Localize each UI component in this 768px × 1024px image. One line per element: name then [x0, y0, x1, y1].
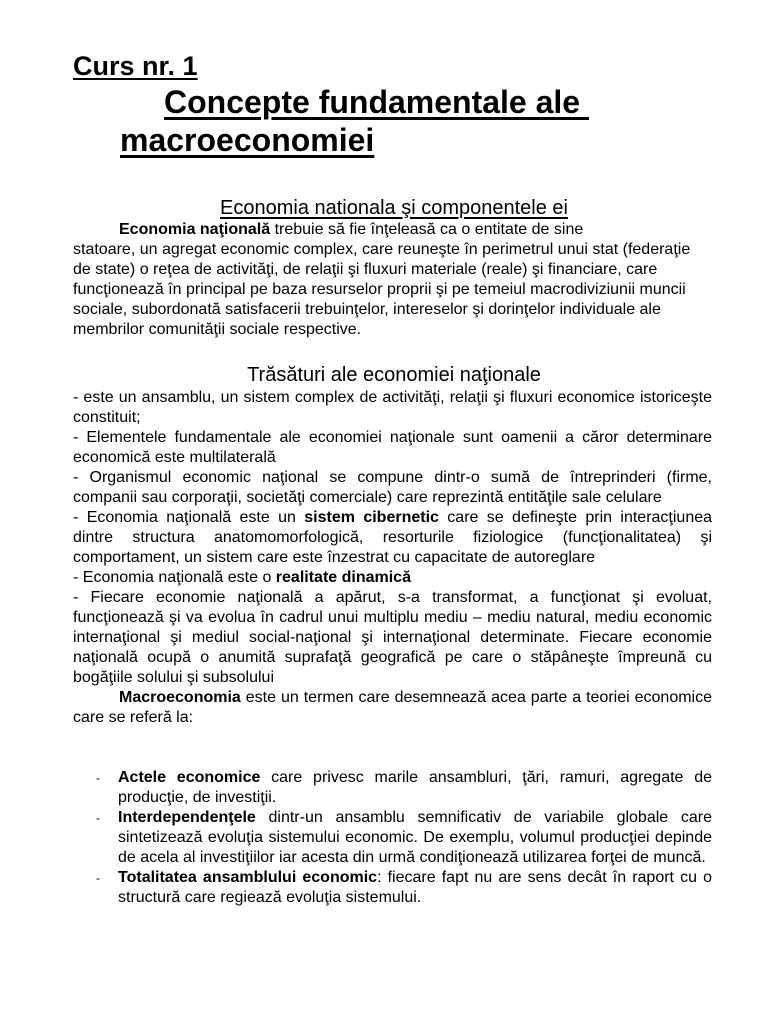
macroeconomia-term: Macroeconomia: [119, 689, 241, 706]
list-item-text: care privesc marile ansambluri, ţări, ramuri, agregate de producţie, de investiţii.: [118, 769, 713, 806]
trait-text: care se defineşte prin interacţiunea dintre structura anatomomorfologică, resorturile fiziologice (funcţionalitatea) şi comportament, un sistem care este înzestrat cu capacitate de autoreglare: [73, 509, 713, 566]
list-item-text: dintr-un ansamblu semnificativ de variabile globale care sintetizează evoluţia sistemului economic. De exemplu, volumul producţiei depinde de acela al investiţiilor iar acesta din urmă condiţionează utilizarea forţei de muncă.: [118, 809, 712, 866]
trait-paragraph: [73, 508, 712, 568]
trait-paragraph: - Fiecare economie naţională a apărut, s-a transformat, a funcţionat şi evoluat, funcţionează şi va evolua în cadrul unui multiplu mediu – mediu natural, mediu economic internaţional şi mediul social-naţional şi internaţional determinate. Fiecare economie naţională ocupă o anumită suprafaţă geografică pe care o stăpâneşte împreună cu bogăţiile solului şi subsolului: [73, 589, 712, 686]
intro-first-line: [73, 220, 712, 240]
title-line-2: macroeconomiei: [120, 122, 375, 158]
intro-paragraph: [73, 220, 712, 340]
list-item: [88, 868, 712, 908]
trait-bold-term: sistem cibernetic: [304, 509, 439, 526]
traits-list: [73, 388, 712, 728]
macroeconomia-text: este un termen care desemnează acea parte a teoriei economice care se referă la:: [73, 689, 712, 726]
trait-text: - Economia naţională este o: [73, 569, 276, 586]
trait-text: - Economia naţională este un: [73, 509, 305, 526]
page-title: [120, 83, 720, 159]
trait-paragraph: - Organismul economic naţional se compune dintr-o sumă de întreprinderi (firme, companii sau corporaţii, societăţi comerciale) care reprezintă entităţile sale celulare: [73, 469, 712, 506]
trait-bold-term: realitate dinamică: [275, 569, 411, 586]
dash-bullet: -: [96, 811, 100, 825]
macroeconomia-definition: [73, 688, 712, 728]
trait-paragraph: [73, 568, 712, 588]
section-heading-trasaturi: Trăsături ale economiei naţionale: [247, 364, 541, 386]
intro-term: Economia naţională: [119, 221, 271, 238]
list-item-text: : fiecare fapt nu are sens decât în raport cu o structură care regiează evoluţia sistemului.: [118, 869, 712, 906]
intro-first-line-rest: trebuie să fie înţeleasă ca o entitate de sine: [270, 221, 584, 238]
list-item-term: Actele economice: [118, 769, 261, 786]
course-label: Curs nr. 1: [73, 51, 198, 81]
list-item-term: Totalitatea ansamblului economic: [118, 869, 378, 886]
trait-paragraph: - este un ansamblu, un sistem complex de activităţi, relaţii şi fluxuri economice istoriceşte constituit;: [73, 389, 712, 426]
intro-rest: statoare, un agregat economic complex, care reuneşte în perimetrul unui stat (federaţie de state) o reţea de activităţi, de relaţii şi fluxuri materiale (reale) şi financiare, care funcţionează în principal pe baza resurselor proprii şi pe temeiul macrodiviziunii muncii sociale, subordonată satisfacerii trebuinţelor, intereselor şi dorinţelor individuale ale membrilor comunităţii sociale respective.: [73, 241, 691, 338]
dash-bullet: -: [96, 771, 100, 785]
title-line-1: Concepte fundamentale ale: [164, 84, 589, 120]
list-item: [88, 768, 712, 808]
list-item: [88, 808, 712, 868]
section-heading-economia-nationala: Economia nationala şi componentele ei: [220, 197, 568, 219]
dash-bullet: -: [96, 871, 100, 885]
list-item-term: Interdependenţele: [118, 809, 256, 826]
macroeconomia-sublist: [88, 768, 712, 908]
trait-paragraph: - Elementele fundamentale ale economiei naţionale sunt oamenii a căror determinare economică este multilaterală: [73, 429, 712, 466]
